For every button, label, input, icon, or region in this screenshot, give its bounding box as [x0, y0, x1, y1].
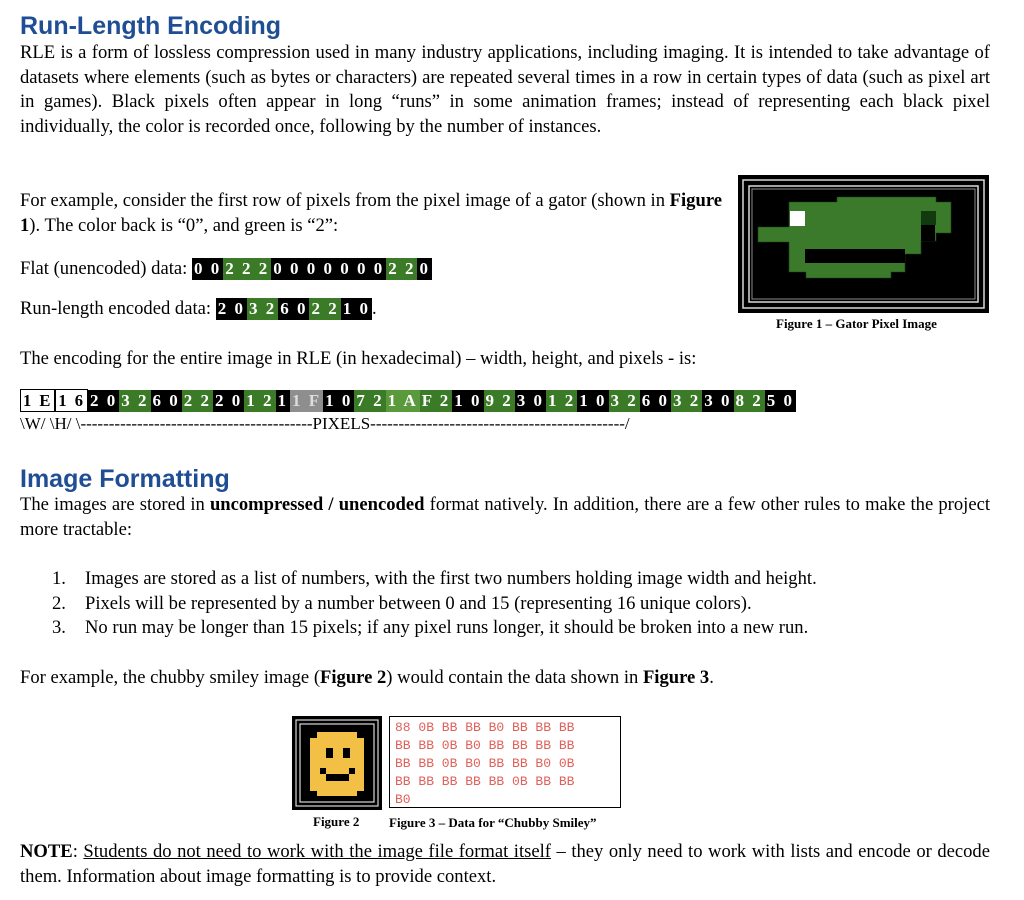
rule-text: No run may be longer than 15 pixels; if any pixel runs longer, it should be broken into a new run.: [85, 617, 809, 639]
hex-row: BB BB BB BB BB 0B BB BB: [395, 774, 575, 789]
note-label: NOTE: [20, 841, 73, 862]
smiley-text-b: ) would contain the data shown in: [386, 667, 643, 688]
heading-rle: Run-Length Encoding: [20, 12, 282, 40]
data-chip: 1: [277, 391, 289, 410]
data-chip: 1 0: [342, 299, 370, 318]
width-chip: 1 E: [20, 389, 55, 412]
hex-row: BB BB 0B B0 BB BB BB BB: [395, 738, 575, 753]
formatting-paragraph: [20, 493, 990, 542]
figure3-caption: Figure 3 – Data for “Chubby Smiley”: [389, 815, 597, 830]
rle-data-chips: [216, 298, 372, 319]
rule-item: [52, 567, 817, 592]
data-chip: 1 2: [548, 391, 576, 410]
smiley-pixel-art: [292, 716, 382, 810]
formatting-text-a: The images are stored in: [20, 494, 210, 515]
example-text-a: For example, consider the first row of pixels from the pixel image of a gator (shown in: [20, 190, 670, 211]
data-chip: 1 0: [325, 391, 353, 410]
gator-example-paragraph: [20, 189, 722, 238]
gator-pixel-image: [738, 175, 989, 313]
data-chip: 6 0: [641, 391, 670, 410]
data-chip: 5 0: [766, 391, 795, 410]
formatting-text-c: format natively. In addition, there are a few other rules to make the project more tractable:: [20, 494, 990, 540]
formatting-bold: uncompressed / unencoded: [209, 494, 425, 515]
note-colon: :: [72, 841, 84, 862]
rle-intro-paragraph: RLE is a form of lossless compression used in many industry applications, including imaging. It is intended to take advantage of datasets where elements (such as bytes or characters) are repeated several times in a row in certain types of data (such as pixel art in games). Black pixels often appear in long “runs” in some animation frames; instead of representing each black pixel individually, the color is recorded once, following by the number of instances.: [20, 42, 990, 137]
smiley-example-line: [20, 666, 714, 690]
data-chip: 0: [419, 259, 430, 278]
data-chip: 7 2: [356, 391, 384, 410]
heading-image-formatting: Image Formatting: [20, 465, 230, 493]
smiley-text-c: .: [709, 667, 714, 688]
hex-row: 88 0B BB BB B0 BB BB BB: [395, 720, 575, 735]
data-chip: 3 2: [610, 391, 638, 410]
rule-item: [52, 616, 817, 641]
data-chip: 1 0: [454, 391, 482, 410]
data-chip: 2 2: [311, 299, 339, 318]
data-chip: 2 2: [183, 391, 212, 410]
gator-pixel-art: [738, 175, 989, 313]
note-rest: – they only need to work with lists and encode or decode them. Information about image formatting is to provide context.: [20, 841, 990, 887]
data-chip: 0 0: [193, 259, 222, 278]
data-chip: 1 0: [579, 391, 607, 410]
data-chip: 1 A: [387, 391, 418, 410]
rule-text: Pixels will be represented by a number between 0 and 15 (representing 16 unique colors).: [85, 592, 752, 614]
data-chip: 0 0 0 0 0 0 0: [273, 259, 385, 278]
rule-number: 3.: [52, 617, 66, 639]
data-chip: 2 0: [217, 299, 245, 318]
flat-data-line: [20, 257, 432, 281]
hex-row: BB BB 0B B0 BB BB B0 0B: [395, 756, 575, 771]
data-chip: 9 2: [485, 391, 513, 410]
rule-number: 2.: [52, 592, 66, 614]
data-chip: 6 0: [152, 391, 180, 410]
flat-data-chips: [192, 258, 432, 279]
height-chip: 1 6: [55, 389, 88, 412]
rle-data-line: [20, 297, 377, 321]
data-chip: 3 2: [248, 299, 277, 318]
data-chip: 3 0: [704, 391, 732, 410]
data-chip: 2 2: [388, 259, 416, 278]
rule-text: Images are stored as a list of numbers, with the first two numbers holding image width and height.: [85, 568, 817, 589]
data-chip: 8 2: [735, 391, 763, 410]
rle-data-label: Run-length encoded data:: [20, 298, 216, 319]
data-chip: 3 2: [673, 391, 701, 410]
flat-data-label: Flat (unencoded) data:: [20, 258, 192, 279]
encoding-legend: \W/ \H/ \-----------------------------------------PIXELS---------------------------------------------/: [20, 414, 630, 433]
note-paragraph: [20, 840, 990, 889]
figure2-caption: Figure 2: [313, 814, 360, 829]
data-chip: 1 F: [292, 391, 322, 410]
example-text-b: ). The color back is “0”, and green is “2”:: [29, 214, 339, 236]
data-chip: 2 0: [215, 391, 243, 410]
data-chip: 1 2: [246, 391, 274, 410]
hex-row: B0: [395, 792, 411, 807]
figure3-ref: Figure 3: [642, 667, 710, 688]
rle-data-period: .: [371, 298, 377, 319]
smiley-text-a: For example, the chubby smiley image (: [20, 667, 321, 688]
note-underlined: Students do not need to work with the image file format itself: [83, 841, 551, 862]
pixel-run-chips: [88, 391, 796, 410]
rules-list: [52, 567, 817, 641]
figure2-ref: Figure 2: [320, 667, 387, 688]
data-chip: 3 2: [121, 391, 149, 410]
data-chip: 2 2 2: [225, 259, 270, 278]
rule-item: [52, 592, 817, 617]
entire-encoding-row: [20, 389, 796, 412]
data-chip: 2 0: [90, 391, 118, 410]
data-chip: F 2: [421, 391, 451, 410]
entire-encoding-label: The encoding for the entire image in RLE (in hexadecimal) – width, height, and pixels - is:: [20, 348, 697, 369]
data-chip: 6 0: [280, 299, 308, 318]
chubby-smiley-image: [292, 716, 382, 810]
example-figure-ref: Figure 1: [20, 190, 722, 236]
figure1-caption: Figure 1 – Gator Pixel Image: [776, 316, 937, 331]
smiley-hex-data: [389, 716, 621, 808]
rule-number: 1.: [52, 568, 66, 589]
data-chip: 3 0: [516, 391, 545, 410]
